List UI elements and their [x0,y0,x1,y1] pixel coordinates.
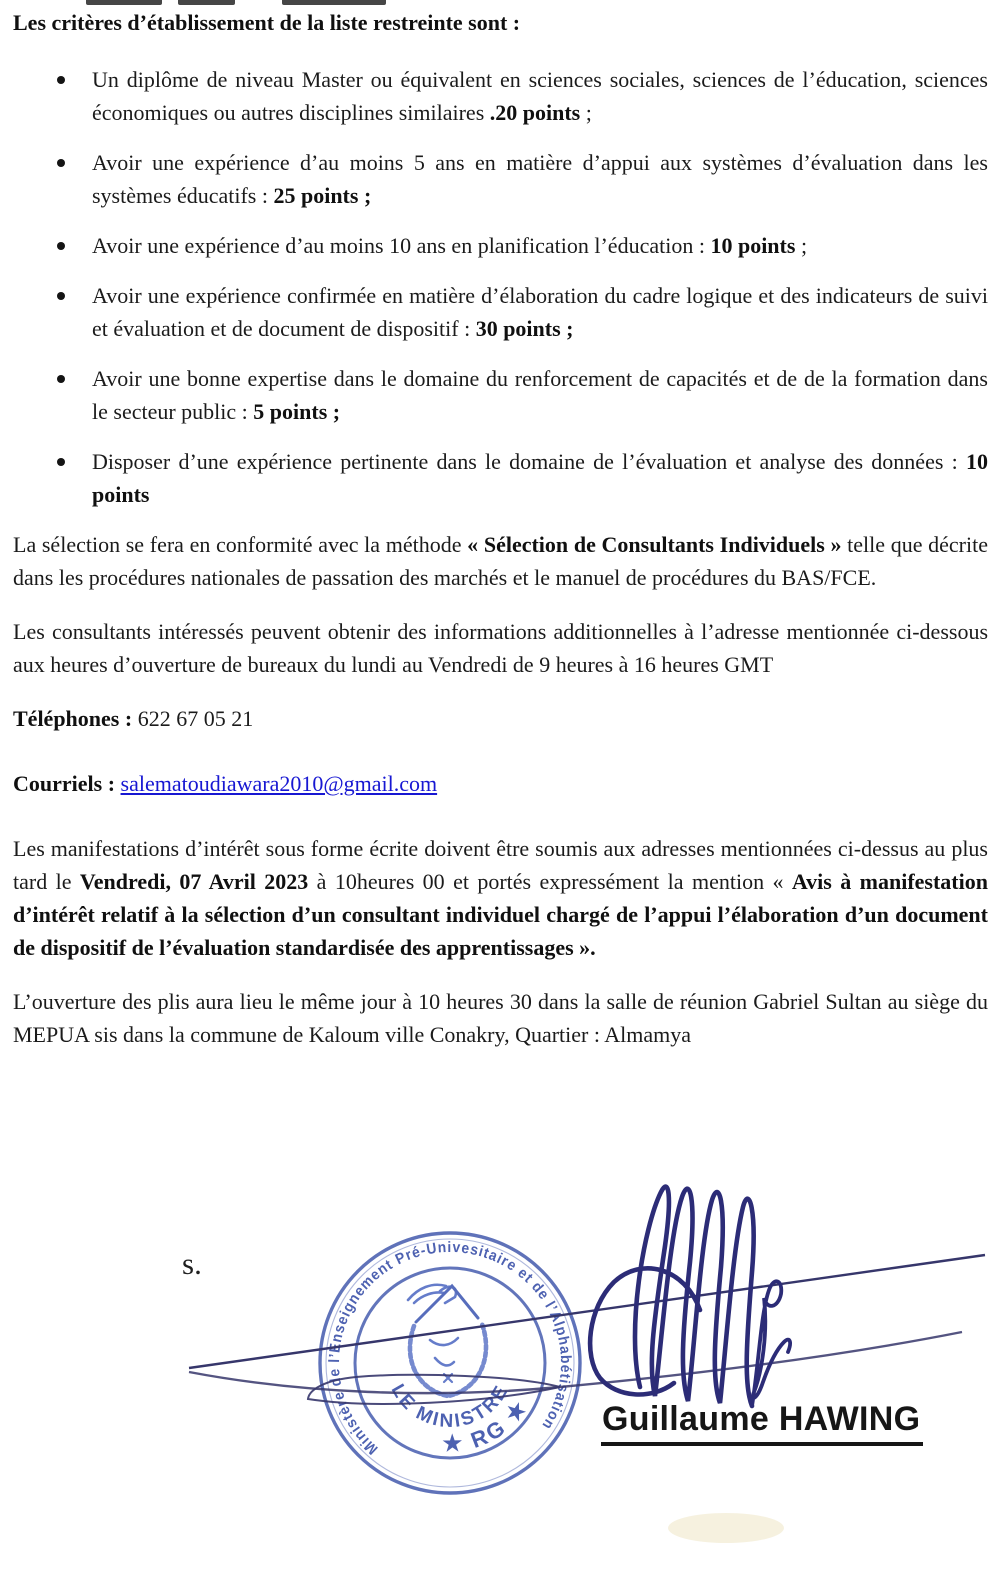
stamp-and-signature-graphic [0,1150,1000,1581]
paragraph [13,832,988,964]
bold-text-run: « Sélection de Consultants Individuels » [467,532,842,557]
text-run: 622 67 05 21 [132,706,254,731]
text-run: Avoir une expérience d’au moins 10 ans en planification l’éducation : [92,233,711,258]
bold-text-run: Les critères d’établissement de la liste restreinte sont : [13,10,521,35]
bullet-item [13,229,988,262]
clipped-text-artifact [86,0,162,5]
bullet-marker [57,159,65,167]
bold-text-run: Vendredi, 07 Avril 2023 [79,869,309,894]
bullet-item [13,279,988,345]
text-run: Avoir une expérience d’au moins 5 ans en matière d’appui aux systèmes d’évaluation dans les systèmes éducatifs : [92,150,988,208]
text-run: L’ouverture des plis aura lieu le même jour à 10 heures 30 dans la salle de réunion Gabriel Sultan au siège du MEPUA sis dans la commune de Kaloum ville Conakry, Quartier : Almamya [13,989,988,1047]
text-run: ; [795,233,808,258]
contact-line [13,702,988,735]
bullet-text [92,366,988,424]
emblem-squiggle [435,1358,454,1365]
text-run: Les manifestations d’intérêt sous forme écrite doivent être soumis aux adresses mentionnées ci-dessus au plus tard le [13,836,988,894]
bold-text-run: 10 points [92,449,988,507]
flourish-line-bottom [189,1332,962,1393]
bold-text-run: .20 points [489,100,581,125]
emblem-squiggle [430,1338,458,1345]
text-run: Avoir une expérience confirmée en matière d’élaboration du cadre logique et des indicateurs de suivi et évaluation et de document de dispositif : [92,283,988,341]
stamp-ring-text: Ministère de l’Enseignement Pré-Univesitaire et de l’Alphabétisation [325,1238,575,1458]
coat-of-arms-icon [408,1285,486,1396]
bold-text-run: Courriels : [13,771,116,796]
text-fragment: s. [182,1246,202,1281]
text-run: Avoir une bonne expertise dans le domaine du renforcement de capacités et de de la formation dans le secteur public : [92,366,988,424]
stamp-minister-text: LE MINISTRE [386,1380,514,1433]
bold-text-run: 30 points ; [475,316,574,341]
text-run: à 10heures 00 et portés expressément la mention « [308,869,792,894]
bullet-marker [57,458,65,466]
bold-text-run: 10 points [710,233,796,258]
bullet-marker [57,242,65,250]
paper-smudge [668,1513,784,1543]
bullet-text [92,449,988,507]
text-run: telle que décrite dans les procédures nationales de passation des marchés et le manuel de procédures du BAS/FCE. [13,532,988,590]
text-run: Disposer d’une expérience pertinente dans le domaine de l’évaluation et analyse des données : [92,449,966,474]
bold-text-run: Avis à manifestation d’intérêt relatif à la sélection d’un consultant individuel chargé de l’appui l’élaboration d’un document de dispositif de l’évaluation standardisée des apprentissages ». [13,869,988,960]
bold-text-run: Téléphones : [13,706,133,731]
text-run: ; [580,100,592,125]
paragraph [13,528,988,594]
bullet-text [92,283,988,341]
bullet-text [92,233,807,258]
text-run: La sélection se fera en conformité avec la méthode [13,532,468,557]
bold-text-run: 25 points ; [273,183,372,208]
bullet-text [92,67,988,125]
document-body [13,6,988,1072]
bullet-item [13,445,988,511]
clipped-text-artifact [282,0,386,5]
text-run: Les consultants intéressés peuvent obtenir des informations additionnelles à l’adresse mentionnée ci-dessous aux heures d’ouverture de bureaux du lundi au Vendredi de 9 heures à 16 heures GMT [13,619,988,677]
bullet-marker [57,292,65,300]
bullet-text [92,150,988,208]
signature-area [0,1150,1000,1581]
pen-flourish [189,1255,985,1404]
document-title [13,6,988,39]
flourish-line-top [189,1255,985,1368]
bullet-item [13,362,988,428]
clipped-text-artifact [178,0,235,5]
bullet-item [13,146,988,212]
emblem-peak [416,1286,478,1322]
email-link[interactable]: salematoudiawara2010@gmail.com [120,771,438,796]
paragraph [13,615,988,681]
ministry-stamp [320,1233,580,1493]
paragraph [13,985,988,1051]
bold-text-run: 5 points ; [253,399,341,424]
bullet-marker [57,76,65,84]
signature-tail [752,1281,790,1406]
bullet-item [13,63,988,129]
bullet-marker [57,375,65,383]
text-run: Un diplôme de niveau Master ou équivalent en sciences sociales, sciences de l’éducation, sciences économiques ou autres disciplines similaires [92,67,988,125]
signatory-name: Guillaume HAWING [601,1400,923,1446]
contact-line [13,767,988,800]
stamp-rg-text: ★ RG ★ [442,1393,534,1456]
